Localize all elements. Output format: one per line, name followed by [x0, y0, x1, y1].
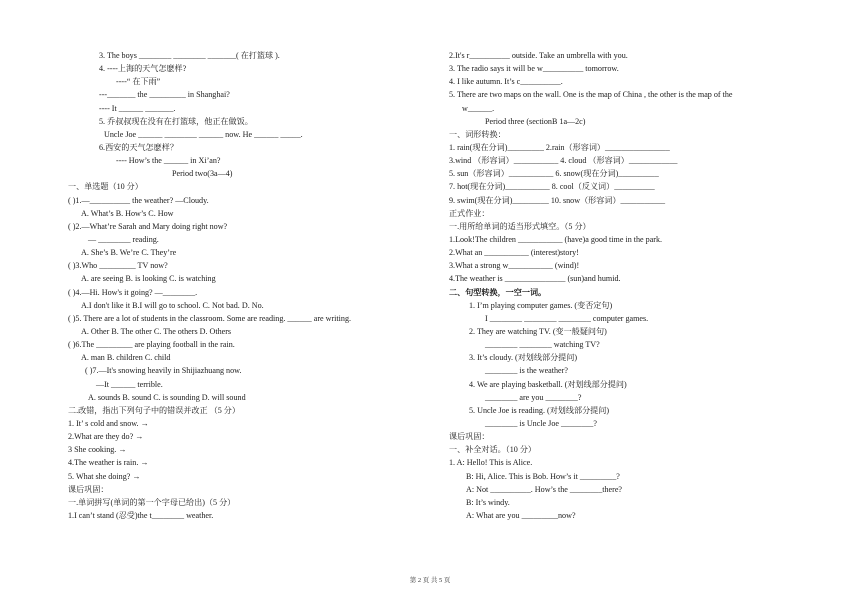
line-text: ( )5. There are a lot of students in the classroom. Some are reading. ______ are writing. — [68, 313, 352, 323]
line-text: ----“ 在下雨” — [116, 77, 161, 87]
line-text: 4. ----上海的天气怎麽样? — [99, 64, 187, 74]
line-text: A. What’s B. How’s C. How — [81, 208, 174, 218]
left-line — [68, 315, 420, 328]
line-text: 1. I’m playing computer games. (变否定句) — [469, 300, 613, 310]
line-text: 正式作业： — [449, 208, 490, 218]
right-line — [449, 302, 819, 315]
line-text: 6.西安的天气怎麽样？ — [99, 142, 178, 152]
right-line — [449, 367, 819, 380]
line-text: ( )2.—What’re Sarah and Mary doing right now? — [68, 221, 228, 231]
left-line — [68, 407, 420, 420]
right-line — [449, 197, 819, 210]
right-column — [449, 52, 819, 525]
right-line — [449, 486, 819, 499]
right-line — [449, 183, 819, 196]
line-text: 1.Look!The children ___________ (have)a good time in the park. — [449, 234, 663, 244]
left-line — [68, 197, 420, 210]
line-text: 2.What an ___________ (interest)story! — [449, 248, 579, 258]
line-text: 5. Uncle Joe is reading. (对划线部分提问) — [469, 405, 610, 415]
line-text: 一、单选题（10 分） — [68, 182, 143, 192]
line-text: ________ are you ________? — [485, 392, 582, 402]
line-text: — ________ reading. — [88, 234, 159, 244]
left-line — [68, 367, 420, 380]
left-line — [68, 486, 420, 499]
line-text: 5. There are two maps on the wall. One is the map of China , the other is the map of the — [449, 90, 733, 100]
right-line — [449, 91, 819, 104]
line-text: Period two(3a—4) — [172, 169, 233, 179]
line-text: 3 She cooking. → — [68, 445, 127, 455]
line-text: A. sounds B. sound C. is sounding D. will sound — [88, 392, 246, 402]
right-line — [449, 420, 819, 433]
line-text: 3. It’s cloudy. (对划线部分提问) — [469, 353, 578, 363]
right-line — [449, 210, 819, 223]
line-text: I ________ ________ ________ computer games. — [485, 313, 649, 323]
left-line — [68, 210, 420, 223]
line-text: 4.The weather is _______________ (sun)and humid. — [449, 274, 621, 284]
right-line — [449, 223, 819, 236]
line-text: 二、句型转换，一空一词。 — [449, 287, 547, 297]
line-text: 4. I like autumn. It’s c__________. — [449, 77, 563, 87]
line-text: 7. hot(现在分词)___________ 8. cool（反义词）__________ — [449, 182, 655, 192]
line-text: A: What are you _________now? — [466, 510, 576, 520]
right-line — [449, 105, 819, 118]
right-line — [449, 315, 819, 328]
line-text: ---- How’s the ______ in Xi’an? — [116, 156, 221, 166]
line-text: A.I don't like it B.I will go to school. C. Not bad. D. No. — [81, 300, 264, 310]
line-text: ( )6.The _________ are playing football in the rain. — [68, 340, 235, 350]
right-line — [449, 499, 819, 512]
left-line — [68, 131, 420, 144]
line-text: 课后巩固： — [68, 484, 109, 494]
left-line — [68, 105, 420, 118]
line-text: Period three (sectionB 1a—2c) — [485, 116, 586, 126]
line-text: A. She’s B. We’re C. They’re — [81, 248, 177, 258]
line-text: ( )1.—__________ the weather? —Cloudy. — [68, 195, 209, 205]
line-text: 3.What a strong w___________ (wind)! — [449, 261, 580, 271]
right-line — [449, 289, 819, 302]
right-line — [449, 118, 819, 131]
line-text: 一.单词拼写(单词的第一个字母已给出)（5 分） — [68, 497, 236, 507]
line-text: A. Other B. The other C. The others D. Others — [81, 326, 232, 336]
line-text: 1. rain(现在分词)_________ 2.rain（形容词）________________ — [449, 142, 670, 152]
line-text: A. are seeing B. is looking C. is watching — [81, 274, 216, 284]
line-text: 1.I can’t stand (忍受)the t________ weather. — [68, 510, 214, 520]
left-line — [68, 183, 420, 196]
left-line — [68, 91, 420, 104]
right-line — [449, 394, 819, 407]
left-line — [68, 512, 420, 525]
line-text: 2. They are watching TV. (变一般疑问句) — [469, 326, 607, 336]
line-text: 一、词形转换： — [449, 129, 506, 139]
line-text: ________ is Uncle Joe ________? — [485, 418, 597, 428]
left-line — [68, 302, 420, 315]
left-line — [68, 473, 420, 486]
line-text: 4.The weather is rain. → — [68, 458, 149, 468]
line-text: 9. swim(现在分词)_________ 10. snow（形容词）___________ — [449, 195, 666, 205]
line-text: 4. We are playing basketball. (对划线部分提问) — [469, 379, 627, 389]
line-text: 2.What are they do? → — [68, 432, 144, 442]
right-line — [449, 512, 819, 525]
left-line — [68, 289, 420, 302]
line-text: 二.改错，指出下列句子中的错误并改正 （5 分） — [68, 405, 240, 415]
line-text: 一、补全对话。（10 分） — [449, 445, 537, 455]
page-footer: 第 2 页 共 5 页 — [409, 577, 451, 584]
line-text: B: It’s windy. — [466, 497, 510, 507]
line-text: A: Not __________. How’s the ________there? — [466, 484, 623, 494]
right-line — [449, 381, 819, 394]
line-text: w______. — [462, 103, 495, 113]
left-line — [68, 459, 420, 472]
left-line — [68, 394, 420, 407]
line-text: ( )4.—Hi. How's it going? —________. — [68, 287, 198, 297]
line-text: 2.It's r__________ outside. Take an umbrella with you. — [449, 51, 628, 60]
line-text: 5. What she doing? → — [68, 471, 141, 481]
right-line — [449, 275, 819, 288]
line-text: ---- It ______ _______. — [99, 103, 176, 113]
left-line — [68, 275, 420, 288]
right-line — [449, 459, 819, 472]
left-line — [68, 118, 420, 131]
line-text: 一.用所给单词的适当形式填空。（5 分） — [449, 221, 591, 231]
left-line — [68, 223, 420, 236]
line-text: ( )7.—It's snowing heavily in Shijiazhuang now. — [85, 366, 242, 376]
line-text: ________ ________ watching TV? — [485, 340, 600, 350]
line-text: 1. It’ s cold and snow. → — [68, 418, 149, 428]
line-text: 3. The boys ________ ________ _______( 在打篮球 ). — [99, 51, 280, 60]
line-text: 课后巩固： — [449, 432, 490, 442]
left-line — [68, 499, 420, 512]
line-text: ________ is the weather? — [485, 366, 568, 376]
line-text: 3. The radio says it will be w__________ tomorrow. — [449, 64, 619, 74]
left-line — [68, 157, 420, 170]
line-text: 3.wind （形容词）___________ 4. cloud （形容词）____________ — [449, 156, 678, 166]
line-text: ---_______ the _________ in Shanghai? — [99, 90, 230, 100]
right-line — [449, 131, 819, 144]
line-text: B: Hi, Alice. This is Bob. How’s it _________? — [466, 471, 620, 481]
line-text: Uncle Joe ______ ________ ______ now. He ______ _____. — [104, 129, 303, 139]
line-text: —It ______ terrible. — [96, 379, 163, 389]
right-line — [449, 473, 819, 486]
left-column — [68, 52, 420, 525]
line-text: ( )3.Who _________ TV now? — [68, 261, 168, 271]
line-text: 1. A: Hello! This is Alice. — [449, 458, 533, 468]
line-text: 5. 乔叔叔现在没有在打篮球，他正在做饭。 — [99, 116, 253, 126]
line-text: 5. sun（形容词）___________ 6. snow(现在分词)__________ — [449, 169, 659, 179]
line-text: A. man B. children C. child — [81, 353, 171, 363]
left-line — [68, 381, 420, 394]
right-line — [449, 407, 819, 420]
